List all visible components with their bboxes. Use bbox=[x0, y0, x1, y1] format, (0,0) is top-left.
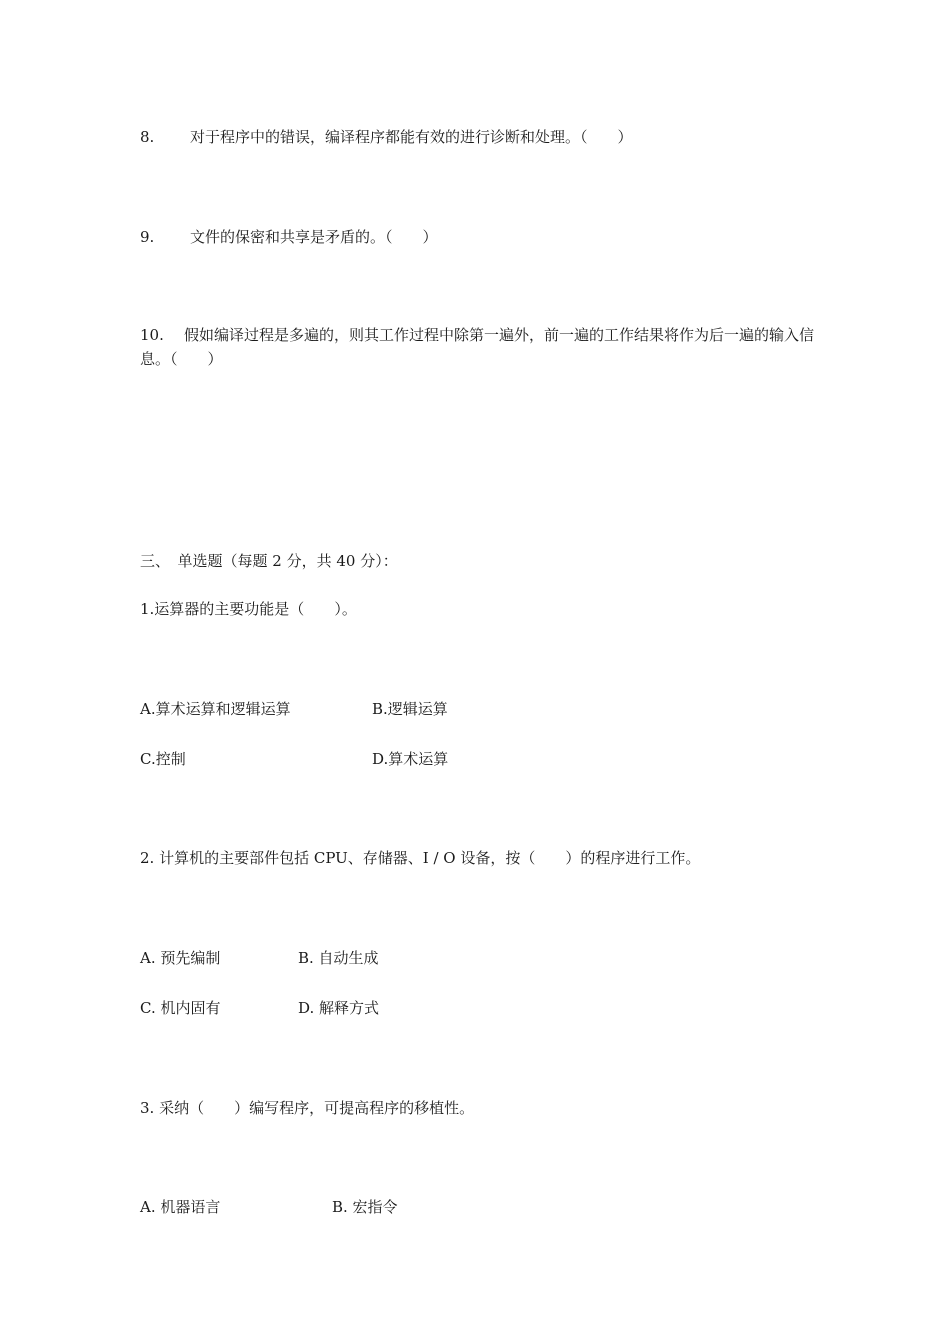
option-a: A. 机器语言 bbox=[140, 1198, 221, 1216]
question-stem: 2. 计算机的主要部件包括 CPU、存储器、I / O 设备，按（ ）的程序进行工作。 bbox=[140, 849, 701, 867]
section-heading: 三、 单选题（每题 2 分，共 40 分）： bbox=[140, 552, 398, 570]
option-d: D.算术运算 bbox=[372, 750, 449, 768]
question-number: 8. bbox=[140, 128, 155, 146]
question-stem: 3. 采纳（ ）编写程序，可提高程序的移植性。 bbox=[140, 1099, 475, 1117]
question-number: 9. bbox=[140, 228, 155, 246]
option-a: A. 预先编制 bbox=[140, 949, 221, 967]
question-9 bbox=[140, 226, 438, 248]
option-b: B. 自动生成 bbox=[298, 949, 379, 967]
option-b: B.逻辑运算 bbox=[372, 700, 448, 718]
question-8 bbox=[140, 126, 633, 148]
question-text: 文件的保密和共享是矛盾的。（ ） bbox=[190, 228, 438, 246]
option-a: A.算术运算和逻辑运算 bbox=[140, 700, 291, 718]
question-text: 对于程序中的错误，编译程序都能有效的进行诊断和处理。（ ） bbox=[190, 128, 633, 146]
question-text: 假如编译过程是多遍的，则其工作过程中除第一遍外，前一遍的工作结果将作为后一遍的输入信息。（ ） bbox=[140, 326, 815, 368]
option-c: C.控制 bbox=[140, 750, 186, 768]
question-10 bbox=[140, 323, 820, 371]
question-stem: 1.运算器的主要功能是（ ）。 bbox=[140, 600, 357, 618]
option-b: B. 宏指令 bbox=[332, 1198, 398, 1216]
question-number: 10. bbox=[140, 326, 164, 344]
option-c: C. 机内固有 bbox=[140, 999, 221, 1017]
option-d: D. 解释方式 bbox=[298, 999, 380, 1017]
